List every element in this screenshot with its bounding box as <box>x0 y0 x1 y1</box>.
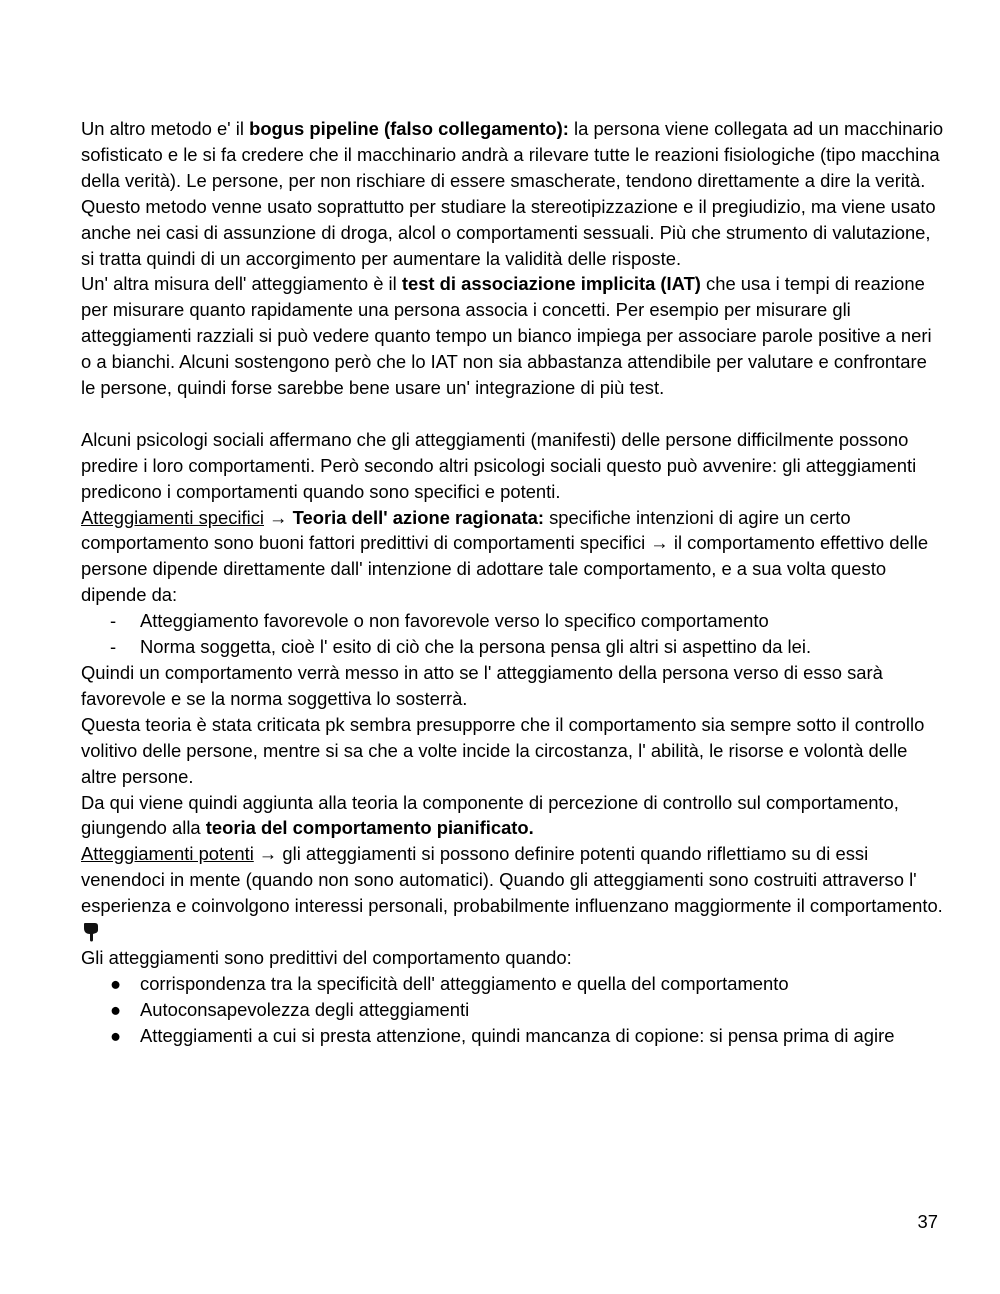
document-body <box>81 116 946 1049</box>
paragraph-predictive-when: Gli atteggiamenti sono predittivi del comportamento quando: <box>81 946 572 968</box>
icon-line <box>81 919 946 945</box>
term-reasoned-action: Teoria dell' azione ragionata: <box>292 506 544 528</box>
dash-marker: - <box>110 610 117 632</box>
list-item: - Atteggiamento favorevole o non favorevole verso lo specifico comportamento <box>81 608 946 634</box>
blank-line <box>81 401 946 427</box>
paragraph-planned-behavior: Da qui viene quindi aggiunta alla teoria la componente di percezione di controllo sul comportamento, giungendo alla teoria del comportamento pianificato. <box>81 791 899 839</box>
bullet-list <box>81 971 946 1049</box>
dash-list <box>81 608 946 660</box>
paragraph-conclusion: Quindi un comportamento verrà messo in atto se l' atteggiamento della persona verso di esso sarà favorevole e se la norma soggettiva lo sosterrà. <box>81 662 883 709</box>
heading-strong-attitudes: Atteggiamenti potenti <box>81 843 254 865</box>
list-item: - Norma soggetta, cioè l' esito di ciò che la persona pensa gli altri si aspettino da lei. <box>81 634 946 660</box>
page-number: 37 <box>917 1211 938 1232</box>
term-bogus-pipeline: bogus pipeline (falso collegamento): <box>249 118 569 139</box>
list-item: ● corrispondenza tra la specificità dell' atteggiamento e quella del comportamento <box>81 971 946 997</box>
pointing-down-hand-icon <box>82 922 102 942</box>
term-planned-behavior: teoria del comportamento pianificato. <box>205 817 534 839</box>
heading-specific-attitudes: Atteggiamenti specifici <box>81 506 264 528</box>
paragraph-bogus-pipeline: Un altro metodo e' il bogus pipeline (falso collegamento): la persona viene collegata ad un macchinario sofisticato e le si fa credere che il macchinario andrà a rilevare tutte le reazioni fisiologiche (tipo macchina della verità). Le persone, per non rischiare di essere smascherate, tendono direttamente a dire la verità. Questo metodo venne usato soprattutto per studiare la stereotipizzazione e il pregiudizio, ma viene usato anche nei casi di assunzione di droga, alcol o comportamenti sessuali. Più che strumento di valutazione, si tratta quindi di un accorgimento per aumentare la validità delle risposte. <box>81 118 944 269</box>
paragraph-iat: Un' altra misura dell' atteggiamento è il test di associazione implicita (IAT) che usa i tempi di reazione per misurare quanto rapidamente una persona associa i concetti. Per esempio per misurare gli atteggiamenti razziali si può vedere quanto tempo un bianco impiega per associare parole positive a neri o a bianchi. Alcuni sostengono però che lo IAT non sia abbastanza attendibile per valutare e confrontare le persone, quindi forse sarebbe bene usare un' integrazione di più test. <box>81 273 932 399</box>
paragraph-attitudes-predict: Alcuni psicologi sociali affermano che gli atteggiamenti (manifesti) delle persone difficilmente possono predire i loro comportamenti. Però secondo altri psicologi sociali questo può avvenire: gli atteggiamenti predicono i comportamenti quando sono specifici e potenti. <box>81 428 917 502</box>
paragraph-criticism: Questa teoria è stata criticata pk sembra presupporre che il comportamento sia sempre sotto il controllo volitivo delle persone, mentre si sa che a volte incide la circostanza, l' abilità, le risorse e volontà delle altre persone. <box>81 713 925 787</box>
bullet-marker: ● <box>110 1024 122 1046</box>
paragraph-strong-attitudes: Atteggiamenti potenti → gli atteggiamenti si possono definire potenti quando riflettiamo su di essi venendoci in mente (quando non sono automatici). Quando gli atteggiamenti sono costruiti attraverso l' esperienza e coinvolgono interessi personali, probabilmente influenzano maggiormente il comportamento. <box>81 843 943 917</box>
list-item: ● Autoconsapevolezza degli atteggiamenti <box>81 997 946 1023</box>
term-iat: test di associazione implicita (IAT) <box>401 273 701 295</box>
paragraph-specific-attitudes: Atteggiamenti specifici → Teoria dell' azione ragionata: specifiche intenzioni di agire un certo comportamento sono buoni fattori predittivi di comportamenti specifici → il comportamento effettivo delle persone dipende direttamente dall' intenzione di adottare tale comportamento, e a sua volta questo dipende da: <box>81 506 929 606</box>
bullet-marker: ● <box>110 998 122 1020</box>
list-item: ● Atteggiamenti a cui si presta attenzione, quindi mancanza di copione: si pensa prima di agire <box>81 1023 946 1049</box>
dash-marker: - <box>110 636 117 658</box>
bullet-marker: ● <box>110 972 122 994</box>
